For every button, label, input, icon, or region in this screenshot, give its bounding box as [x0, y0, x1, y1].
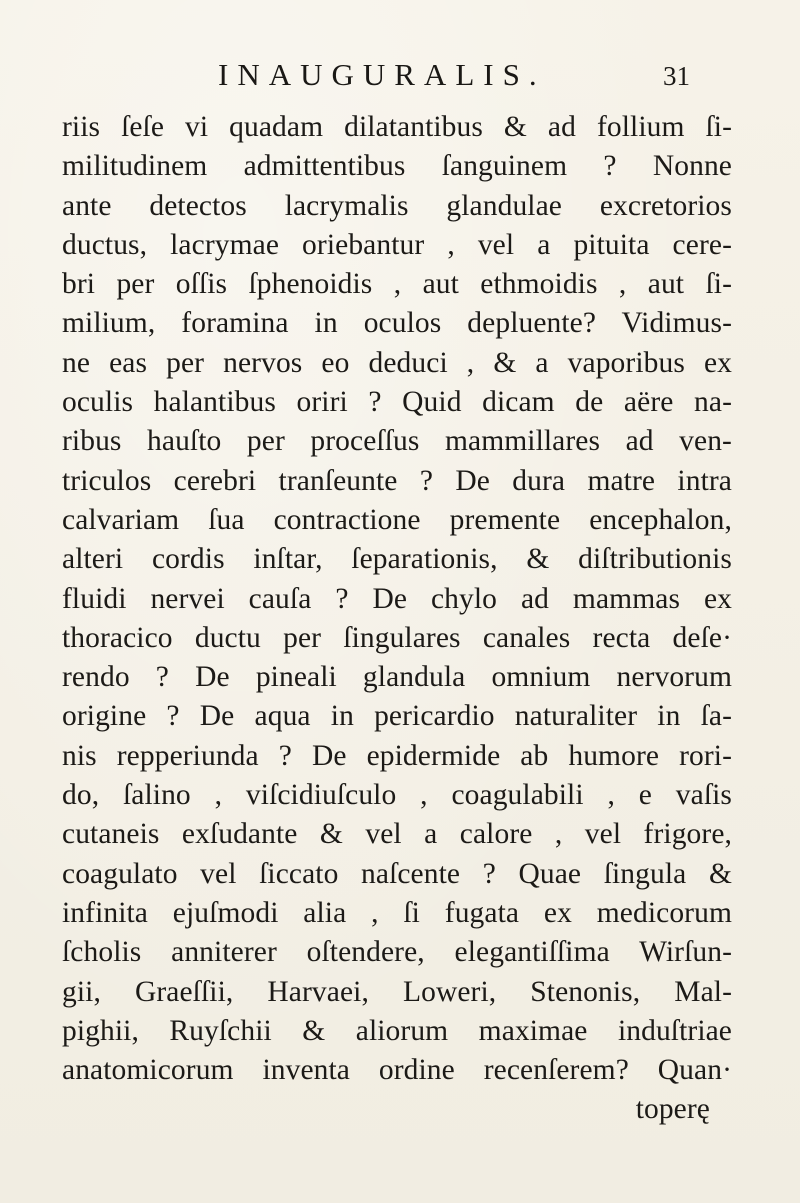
- text-line: origine ? De aqua in pericardio naturaliter in ſa-: [62, 700, 732, 733]
- text-line: cutaneis exſudante & vel a calore , vel frigore,: [62, 818, 732, 851]
- text-line: thoracico ductu per ſingulares canales recta deſe·: [62, 621, 732, 654]
- text-line: riis ſeſe vi quadam dilatantibus & ad follium ſi-: [62, 111, 732, 143]
- catchword: toperę: [635, 1093, 710, 1126]
- text-line: infinita ejuſmodi alia , ſi fugata ex medicorum: [62, 896, 732, 929]
- text-line: ribus hauſto per proceſſus mammillares ad ven-: [62, 425, 732, 458]
- page-number: 31: [663, 61, 690, 91]
- running-head-title: INAUGURALIS.: [218, 57, 546, 92]
- text-line: anatomicorum inventa ordine recenſerem? Quan·: [62, 1054, 732, 1087]
- text-line: nis repperiunda ? De epidermide ab humore rori-: [62, 739, 732, 772]
- text-line: triculos cerebri tranſeunte ? De dura matre intra: [62, 464, 732, 497]
- text-line: coagulato vel ſiccato naſcente ? Quae ſingula &: [62, 857, 732, 890]
- text-line: pighii, Ruyſchii & aliorum maximae induſtriae: [62, 1014, 732, 1047]
- body-text: [62, 108, 732, 1130]
- text-line: oculis halantibus oriri ? Quid dicam de aëre na-: [62, 386, 732, 419]
- text-line: ne eas per nervos eo deduci , & a vaporibus ex: [62, 346, 732, 379]
- text-line: milium, foramina in oculos depluente? Vidimus-: [62, 307, 732, 340]
- text-line: fluidi nervei cauſa ? De chylo ad mammas ex: [62, 582, 732, 615]
- text-line: calvariam ſua contractione premente encephalon,: [62, 503, 732, 536]
- text-line: rendo ? De pineali glandula omnium nervorum: [62, 661, 732, 694]
- text-line: ſcholis anniterer oſtendere, elegantiſſima Wirſun-: [62, 936, 732, 969]
- running-head: [0, 55, 800, 95]
- text-line: do, ſalino , viſcidiuſculo , coagulabili , e vaſis: [62, 779, 732, 812]
- text-line: ante detectos lacrymalis glandulae excretorios: [62, 189, 732, 222]
- text-line: alteri cordis inſtar, ſeparationis, & diſtributionis: [62, 543, 732, 576]
- text-line: bri per oſſis ſphenoidis , aut ethmoidis , aut ſi-: [62, 268, 732, 301]
- text-line: gii, Graeſſii, Harvaei, Loweri, Stenonis, Mal-: [62, 975, 732, 1008]
- text-line: ductus, lacrymae oriebantur , vel a pituita cere-: [62, 228, 732, 261]
- text-line: militudinem admittentibus ſanguinem ? Nonne: [62, 150, 732, 183]
